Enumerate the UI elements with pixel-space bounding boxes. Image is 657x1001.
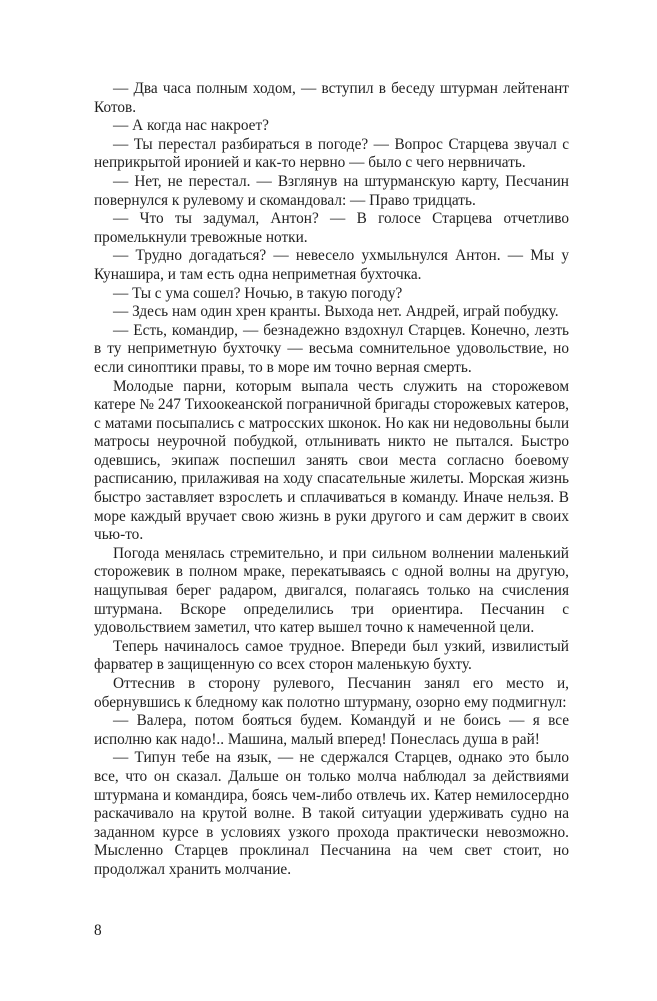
page-body xyxy=(94,80,569,880)
page-number: 8 xyxy=(94,922,102,939)
paragraph-10: Молодые парни, которым выпала честь служить на сторожевом катере № 247 Тихоокеанской пограничной бригады сторожевых катеров, с матами посыпались с матросских шконок. Но как ни недовольны были матросы неурочной побудкой, отлынивать никто не пытался. Быстро одевшись, экипаж поспешил занять свои места согласно боевому расписанию, прилаживая на ходу спасательные жилеты. Морская жизнь быстро заставляет взрослеть и сплачиваться в команду. Иначе нельзя. В море каждый вручает свою жизнь в руки другого и сам держит в своих чью-то. xyxy=(94,377,569,544)
paragraph-1: — Два часа полным ходом, — вступил в беседу штурман лейтенант Котов. xyxy=(94,80,569,116)
paragraph-9: — Есть, командир, — безнадежно вздохнул Старцев. Конечно, лезть в ту неприметную бухточку — весьма сомнительное удовольствие, но если синоптики правы, то в море им точно верная смерть. xyxy=(94,321,569,376)
paragraph-5: — Что ты задумал, Антон? — В голосе Старцева отчетливо промелькнули тревожные нотки. xyxy=(94,210,569,246)
paragraph-11: Погода менялась стремительно, и при сильном волнении маленький сторожевик в полном мраке, перекатываясь с одной волны на другую, нащупывая берег радаром, двигался, полагаясь только на счисления штурмана. Вскоре определились три ориентира. Песчанин с удовольствием заметил, что катер вышел точно к намеченной цели. xyxy=(94,544,569,637)
paragraph-4: — Нет, не перестал. — Взглянув на штурманскую карту, Песчанин повернулся к рулевому и скомандовал: — Право тридцать. xyxy=(94,172,569,209)
paragraph-6: — Трудно догадаться? — невесело ухмыльнулся Антон. — Мы у Кунашира, и там есть одна неприметная бухточка. xyxy=(94,247,569,283)
paragraph-7: — Ты с ума сошел? Ночью, в такую погоду? xyxy=(113,284,403,302)
paragraph-14: — Валера, потом бояться будем. Командуй и не боись — я все исполню как надо!.. Машина, малый вперед! Понеслась душа в рай! xyxy=(94,712,569,748)
paragraph-8: — Здесь нам один хрен кранты. Выхода нет. Андрей, играй побудку. xyxy=(113,303,559,321)
paragraph-13: Оттеснив в сторону рулевого, Песчанин занял его место и, обернувшись к бледному как полотно штурману, озорно ему подмигнул: xyxy=(94,675,569,711)
paragraph-2: — А когда нас накроет? xyxy=(113,117,269,135)
paragraph-15: — Типун тебе на язык, — не сдержался Старцев, однако это было все, что он сказал. Дальше он только молча наблюдал за действиями штурмана и командира, боясь чем-либо отвлечь их. Катер немилосердно раскачивало на крутой волне. В такой ситуации удерживать судно на заданном курсе в условиях узкого прохода практически невозможно. Мысленно Старцев проклинал Песчанина на чем свет стоит, но продолжал хранить молчание. xyxy=(94,749,569,878)
paragraph-3: — Ты перестал разбираться в погоде? — Вопрос Старцева звучал с неприкрытой иронией и как-то нервно — было с чего нервничать. xyxy=(94,135,569,172)
paragraph-12: Теперь начиналось самое трудное. Впереди был узкий, извилистый фарватер в защищенную со всех сторон маленькую бухту. xyxy=(94,637,569,674)
